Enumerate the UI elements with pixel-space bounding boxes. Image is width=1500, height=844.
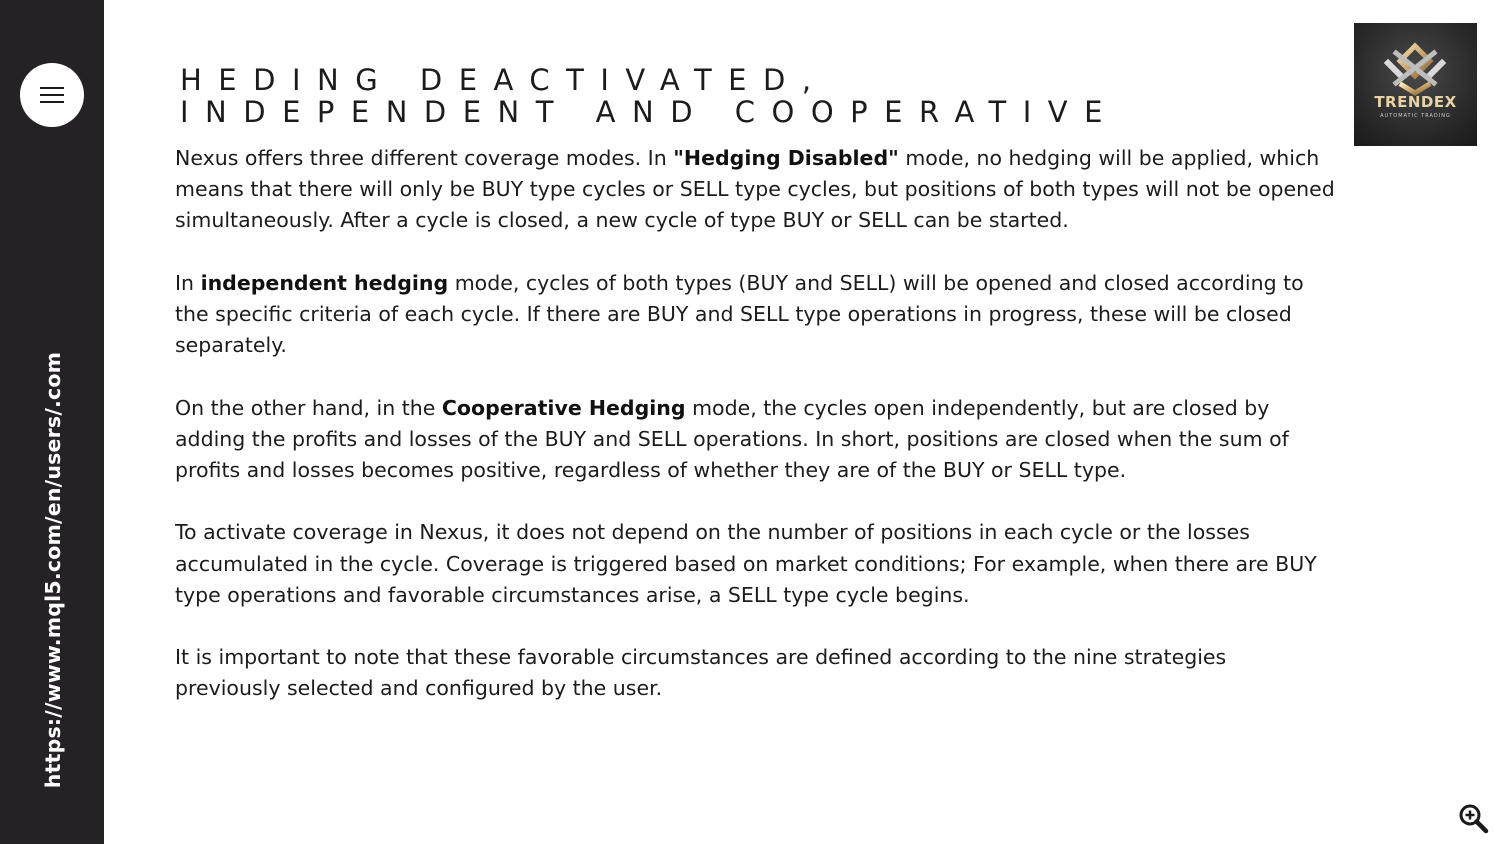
zoom-in-icon[interactable]	[1457, 802, 1489, 834]
page-title-line-2: INDEPENDENT AND COOPERATIVE	[180, 95, 1119, 129]
profile-link[interactable]: https://www.mql5.com/en/users/.com	[41, 351, 65, 789]
page-title	[180, 64, 1119, 128]
trendex-logo	[1354, 23, 1477, 146]
paragraph-hedging-disabled: Nexus offers three different coverage modes. In "Hedging Disabled" mode, no hedging will be applied, which means that there will only be BUY type cycles or SELL type cycles, but positions of both types will not be opened simultaneously. After a cycle is closed, a new cycle of type BUY or SELL can be started.	[175, 146, 1335, 233]
logo-tagline: AUTOMATIC TRADING	[1380, 113, 1451, 119]
paragraph-coverage-activation: To activate coverage in Nexus, it does not depend on the number of positions in each cycle or the losses accumulated in the cycle. Coverage is triggered based on market conditions; For example, when there are BUY type operations and favorable circumstances arise, a SELL type cycle begins.	[175, 520, 1317, 607]
paragraph-strategies-note: It is important to note that these favorable circumstances are defined according to the nine strategies previously selected and configured by the user.	[175, 645, 1227, 701]
body-text	[175, 143, 1335, 736]
page-title-line-1: HEDING DEACTIVATED,	[180, 63, 828, 97]
paragraph-cooperative-hedging: On the other hand, in the Cooperative Hedging mode, the cycles open independently, but are closed by adding the profits and losses of the BUY and SELL operations. In short, positions are closed when the sum of profits and losses becomes positive, regardless of whether they are of the BUY or SELL type.	[175, 395, 1289, 482]
trendex-emblem-icon	[1354, 23, 1477, 146]
menu-button[interactable]	[20, 63, 84, 127]
paragraph-independent-hedging: In independent hedging mode, cycles of both types (BUY and SELL) will be opened and closed according to the specific criteria of each cycle. If there are BUY and SELL type operations in progress, these will be closed separately.	[175, 270, 1304, 358]
term-cooperative-hedging: Cooperative Hedging	[441, 395, 686, 420]
hamburger-menu-icon	[40, 87, 64, 89]
term-hedging-disabled: "Hedging Disabled"	[673, 146, 899, 170]
term-independent-hedging: independent hedging	[200, 270, 449, 295]
sidebar	[0, 0, 104, 844]
logo-brand-text: TRENDEX	[1374, 93, 1457, 111]
